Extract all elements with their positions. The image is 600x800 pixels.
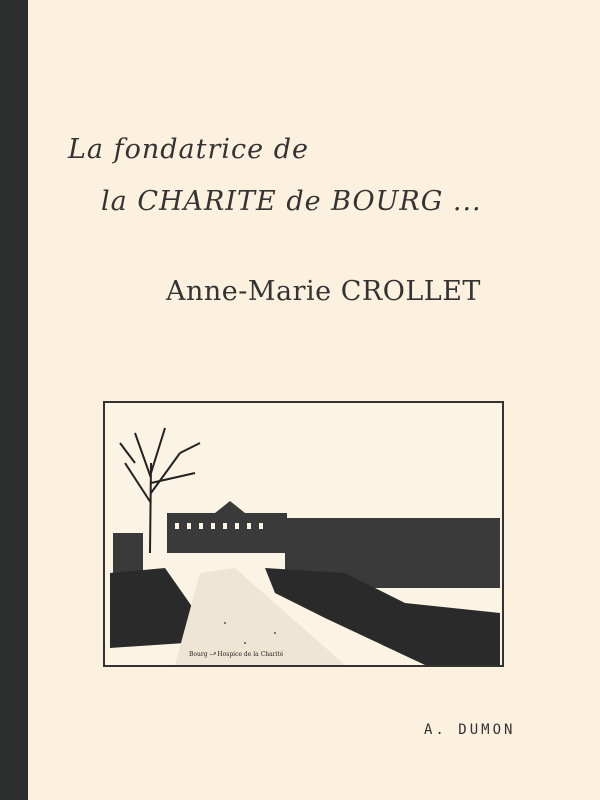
photo-caption: Bourg — Hospice de la Charité: [189, 651, 284, 658]
subject-name: Anne-Marie CROLLET: [166, 276, 481, 307]
author-name: A. DUMON: [424, 722, 516, 738]
title-line-2: la CHARITE de BOURG ...: [101, 186, 482, 217]
title-line-1: La fondatrice de: [68, 134, 309, 165]
book-spine: [0, 0, 28, 800]
hospice-illustration: [105, 403, 504, 667]
cover-photo: [103, 401, 504, 667]
